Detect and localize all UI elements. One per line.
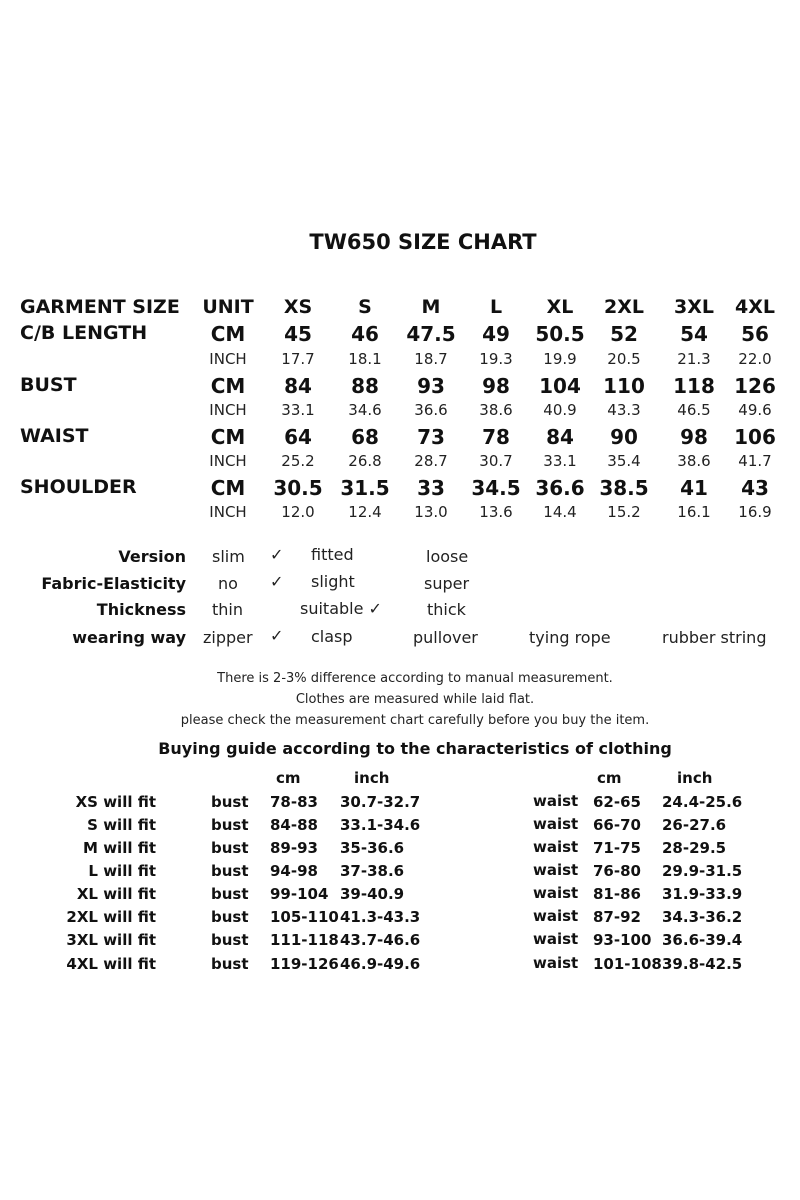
guide-part: bust <box>211 816 249 834</box>
check-icon: ✓ <box>270 545 284 564</box>
guide-fit-label: 3XL will fit <box>66 931 156 949</box>
unit-cm: CM <box>210 322 246 346</box>
guide-part: bust <box>211 931 249 949</box>
guide-part: waist <box>533 861 579 879</box>
inch-value: 35.4 <box>607 452 641 470</box>
guide-inch: 30.7-32.7 <box>340 793 421 811</box>
size-header-m: M <box>421 296 441 318</box>
cm-value: 64 <box>284 425 312 449</box>
cm-value: 30.5 <box>273 476 323 500</box>
guide-cm: 66-70 <box>593 816 641 834</box>
elasticity-option: no <box>218 574 238 593</box>
guide-cm: 71-75 <box>593 839 641 857</box>
cm-value: 49 <box>482 322 510 346</box>
guide-part: bust <box>211 793 249 811</box>
guide-part: waist <box>533 930 579 948</box>
cm-value: 38.5 <box>599 476 649 500</box>
version-option: loose <box>426 547 469 566</box>
guide-part: bust <box>211 955 249 973</box>
inch-value: 13.6 <box>479 503 513 521</box>
guide-cm: 101-108 <box>593 955 662 973</box>
note-line: There is 2-3% difference according to manual measurement. <box>217 671 613 686</box>
note-line: please check the measurement chart carefully before you buy the item. <box>180 713 650 728</box>
cm-value: 46 <box>351 322 379 346</box>
inch-value: 43.3 <box>607 401 641 419</box>
guide-part: bust <box>211 885 249 903</box>
size-header-s: S <box>358 296 372 318</box>
size-header-3xl: 3XL <box>674 296 714 318</box>
inch-value: 16.9 <box>738 503 772 521</box>
guide-fit-label: XL will fit <box>76 885 156 903</box>
inch-value: 26.8 <box>348 452 382 470</box>
inch-value: 49.6 <box>738 401 772 419</box>
cm-value: 73 <box>417 425 445 449</box>
unit-inch: INCH <box>209 452 247 470</box>
cm-value: 110 <box>603 374 645 398</box>
chart-title: TW650 SIZE CHART <box>309 230 537 254</box>
inch-value: 34.6 <box>348 401 382 419</box>
guide-inch: 29.9-31.5 <box>662 862 743 880</box>
guide-fit-label: L will fit <box>88 862 156 880</box>
guide-cm-header: cm <box>276 769 301 787</box>
row-label: WAIST <box>20 425 89 447</box>
guide-cm: 62-65 <box>593 793 641 811</box>
inch-value: 20.5 <box>607 350 641 368</box>
guide-inch: 37-38.6 <box>340 862 405 880</box>
inch-value: 36.6 <box>414 401 448 419</box>
guide-inch: 41.3-43.3 <box>340 908 421 926</box>
cm-value: 56 <box>741 322 769 346</box>
inch-value: 15.2 <box>607 503 641 521</box>
guide-cm: 81-86 <box>593 885 641 903</box>
inch-value: 12.0 <box>281 503 315 521</box>
unit-header: UNIT <box>202 296 254 318</box>
inch-value: 18.7 <box>414 350 448 368</box>
inch-value: 16.1 <box>677 503 711 521</box>
cm-value: 50.5 <box>535 322 585 346</box>
cm-value: 126 <box>734 374 776 398</box>
version-option: slim <box>212 547 245 566</box>
inch-value: 41.7 <box>738 452 772 470</box>
size-header-2xl: 2XL <box>604 296 644 318</box>
cm-value: 106 <box>734 425 776 449</box>
inch-value: 38.6 <box>479 401 513 419</box>
cm-value: 45 <box>284 322 312 346</box>
cm-value: 88 <box>351 374 379 398</box>
guide-inch: 33.1-34.6 <box>340 816 421 834</box>
guide-cm: 89-93 <box>270 839 318 857</box>
guide-fit-label: 4XL will fit <box>66 955 156 973</box>
guide-inch: 35-36.6 <box>340 839 405 857</box>
cm-value: 98 <box>680 425 708 449</box>
cm-value: 52 <box>610 322 638 346</box>
wearing-way-option: zipper <box>203 628 253 647</box>
cm-value: 84 <box>546 425 574 449</box>
inch-value: 19.9 <box>543 350 577 368</box>
guide-part: bust <box>211 839 249 857</box>
guide-cm: 94-98 <box>270 862 318 880</box>
guide-cm: 78-83 <box>270 793 318 811</box>
cm-value: 54 <box>680 322 708 346</box>
guide-inch: 36.6-39.4 <box>662 931 743 949</box>
row-label: C/B LENGTH <box>20 322 148 344</box>
cm-value: 93 <box>417 374 445 398</box>
guide-cm: 111-118 <box>270 931 339 949</box>
inch-value: 28.7 <box>414 452 448 470</box>
guide-cm: 105-110 <box>270 908 339 926</box>
guide-inch-header: inch <box>677 769 713 787</box>
guide-inch: 28-29.5 <box>662 839 727 857</box>
guide-inch: 24.4-25.6 <box>662 793 743 811</box>
cm-value: 118 <box>673 374 715 398</box>
wearing-way-label: wearing way <box>72 628 186 647</box>
unit-cm: CM <box>210 476 246 500</box>
size-header-xs: XS <box>283 296 313 318</box>
cm-value: 43 <box>741 476 769 500</box>
cm-value: 47.5 <box>406 322 456 346</box>
cm-value: 31.5 <box>340 476 390 500</box>
guide-part: bust <box>211 908 249 926</box>
guide-cm: 76-80 <box>593 862 641 880</box>
cm-value: 78 <box>482 425 510 449</box>
inch-value: 12.4 <box>348 503 382 521</box>
unit-cm: CM <box>210 425 246 449</box>
guide-part: waist <box>533 907 579 925</box>
inch-value: 13.0 <box>414 503 448 521</box>
cm-value: 68 <box>351 425 379 449</box>
size-header-l: L <box>489 296 503 318</box>
guide-inch-header: inch <box>354 769 390 787</box>
guide-cm: 84-88 <box>270 816 318 834</box>
guide-fit-label: M will fit <box>83 839 156 857</box>
guide-fit-label: 2XL will fit <box>66 908 156 926</box>
inch-value: 33.1 <box>543 452 577 470</box>
note-line: Clothes are measured while laid flat. <box>295 692 535 707</box>
cm-value: 104 <box>539 374 581 398</box>
inch-value: 46.5 <box>677 401 711 419</box>
fabric-elasticity-label: Fabric-Elasticity <box>41 574 186 593</box>
version-label: Version <box>118 547 186 566</box>
thickness-option: thin <box>212 600 243 619</box>
wearing-way-option: tying rope <box>529 628 611 647</box>
cm-value: 98 <box>482 374 510 398</box>
row-label: BUST <box>20 374 77 396</box>
inch-value: 33.1 <box>281 401 315 419</box>
thickness-option: thick <box>427 600 466 619</box>
inch-value: 22.0 <box>738 350 772 368</box>
cm-value: 33 <box>417 476 445 500</box>
guide-inch: 43.7-46.6 <box>340 931 421 949</box>
unit-inch: INCH <box>209 350 247 368</box>
unit-inch: INCH <box>209 503 247 521</box>
elasticity-option: slight <box>311 572 355 591</box>
size-header-4xl: 4XL <box>735 296 775 318</box>
guide-part: bust <box>211 862 249 880</box>
wearing-way-option: clasp <box>311 627 353 646</box>
check-icon: ✓ <box>270 572 284 591</box>
guide-inch: 26-27.6 <box>662 816 727 834</box>
guide-part: waist <box>533 884 579 902</box>
guide-cm: 119-126 <box>270 955 339 973</box>
guide-inch: 46.9-49.6 <box>340 955 421 973</box>
inch-value: 18.1 <box>348 350 382 368</box>
unit-cm: CM <box>210 374 246 398</box>
inch-value: 38.6 <box>677 452 711 470</box>
inch-value: 19.3 <box>479 350 513 368</box>
guide-part: waist <box>533 815 579 833</box>
inch-value: 17.7 <box>281 350 315 368</box>
guide-inch: 39.8-42.5 <box>662 955 743 973</box>
guide-part: waist <box>533 792 579 810</box>
cm-value: 36.6 <box>535 476 585 500</box>
buying-guide-title: Buying guide according to the characteristics of clothing <box>158 739 672 758</box>
guide-cm: 87-92 <box>593 908 641 926</box>
thickness-option: suitable ✓ <box>300 599 382 618</box>
row-label: SHOULDER <box>20 476 137 498</box>
guide-part: waist <box>533 838 579 856</box>
version-option: fitted <box>311 545 354 564</box>
guide-fit-label: S will fit <box>87 816 156 834</box>
inch-value: 40.9 <box>543 401 577 419</box>
wearing-way-option: rubber string <box>662 628 767 647</box>
guide-cm: 99-104 <box>270 885 329 903</box>
size-header-xl: XL <box>546 296 574 318</box>
cm-value: 41 <box>680 476 708 500</box>
guide-inch: 39-40.9 <box>340 885 405 903</box>
unit-inch: INCH <box>209 401 247 419</box>
guide-fit-label: XS will fit <box>75 793 156 811</box>
inch-value: 30.7 <box>479 452 513 470</box>
cm-value: 84 <box>284 374 312 398</box>
inch-value: 25.2 <box>281 452 315 470</box>
guide-inch: 34.3-36.2 <box>662 908 743 926</box>
garment-size-header: GARMENT SIZE <box>20 296 180 318</box>
cm-value: 90 <box>610 425 638 449</box>
thickness-label: Thickness <box>96 600 186 619</box>
inch-value: 14.4 <box>543 503 577 521</box>
guide-inch: 31.9-33.9 <box>662 885 743 903</box>
guide-cm-header: cm <box>597 769 622 787</box>
inch-value: 21.3 <box>677 350 711 368</box>
guide-part: waist <box>533 954 579 972</box>
wearing-way-option: pullover <box>413 628 478 647</box>
elasticity-option: super <box>424 574 470 593</box>
check-icon: ✓ <box>270 626 284 645</box>
guide-cm: 93-100 <box>593 931 652 949</box>
cm-value: 34.5 <box>471 476 521 500</box>
